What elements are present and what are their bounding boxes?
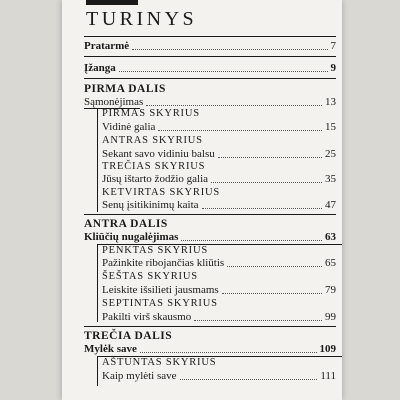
toc-section[interactable] [84, 343, 336, 355]
toc-chapter-page: 35 [325, 173, 336, 185]
dot-leader [180, 379, 318, 380]
dot-leader [140, 352, 317, 353]
toc-section-page: 109 [319, 343, 336, 355]
divider [84, 214, 336, 215]
toc-chapter[interactable] [102, 173, 336, 185]
dot-leader [132, 49, 327, 50]
dot-leader [218, 157, 322, 158]
chapter-heading: PENKTAS SKYRIUS [102, 245, 208, 256]
toc-section[interactable] [84, 96, 336, 108]
dot-leader [202, 208, 322, 209]
part-heading: PIRMA DALIS [84, 83, 166, 95]
toc-section-page: 13 [325, 96, 336, 108]
dot-leader [211, 182, 322, 183]
chapter-heading: PIRMAS SKYRIUS [102, 108, 200, 119]
toc-chapter[interactable] [102, 121, 336, 133]
toc-section-label: Sąmonėjimas [84, 96, 144, 108]
toc-entry-page: 9 [330, 62, 336, 74]
toc-chapter-page: 65 [325, 257, 336, 269]
toc-section-label: Kliūčių nugalėjimas [84, 231, 179, 243]
toc-chapter[interactable] [102, 370, 336, 382]
toc-chapter-page: 79 [325, 284, 336, 296]
dot-leader [194, 320, 322, 321]
divider [84, 326, 336, 327]
chapter-heading: AŠTUNTAS SKYRIUS [102, 357, 217, 368]
dot-leader [119, 71, 328, 72]
page-title: TURINYS [86, 8, 198, 30]
toc-chapter[interactable] [102, 148, 336, 160]
chapter-heading: ANTRAS SKYRIUS [102, 135, 203, 146]
dot-leader [181, 240, 322, 241]
toc-chapter-title: Jūsų ištarto žodžio galia [102, 173, 209, 185]
toc-section[interactable] [84, 231, 336, 243]
toc-section-page: 63 [325, 231, 336, 243]
dot-leader [158, 130, 322, 131]
toc-chapter-title: Kaip mylėti save [102, 370, 177, 382]
toc-chapter[interactable] [102, 257, 336, 269]
header-bar [86, 0, 138, 5]
toc-chapter-title: Leiskite išsilieti jausmams [102, 284, 219, 296]
dot-leader [146, 105, 322, 106]
toc-chapter-page: 99 [325, 311, 336, 323]
toc-chapter-title: Vidinė galia [102, 121, 156, 133]
dot-leader [227, 266, 322, 267]
divider [84, 78, 336, 79]
divider [84, 56, 336, 57]
dot-leader [222, 293, 322, 294]
title-rule [84, 36, 336, 37]
chapter-heading: SEPTINTAS SKYRIUS [102, 298, 218, 309]
toc-entry-izanga[interactable] [84, 62, 336, 74]
toc-chapter-title: Pažinkite ribojančias kliūtis [102, 257, 225, 269]
toc-chapter[interactable] [102, 199, 336, 211]
toc-entry-page: 7 [330, 40, 336, 52]
toc-chapter-title: Sekant savo vidiniu balsu [102, 148, 215, 160]
toc-section-label: Mylėk save [84, 343, 137, 355]
chapter-heading: TREČIAS SKYRIUS [102, 161, 206, 172]
toc-chapter[interactable] [102, 284, 336, 296]
toc-chapter[interactable] [102, 311, 336, 323]
toc-entry-label: Įžanga [84, 62, 116, 74]
toc-entry-pratarme[interactable] [84, 40, 336, 52]
part-heading: ANTRA DALIS [84, 218, 168, 230]
toc-chapter-title: Senų įsitikinimų kaita [102, 199, 199, 211]
book-page [62, 0, 342, 400]
toc-chapter-page: 15 [325, 121, 336, 133]
toc-entry-label: Pratarmė [84, 40, 130, 52]
toc-chapter-page: 47 [325, 199, 336, 211]
toc-chapter-page: 25 [325, 148, 336, 160]
part-heading: TREČIA DALIS [84, 330, 173, 342]
toc-chapter-title: Pakilti virš skausmo [102, 311, 192, 323]
chapter-heading: KETVIRTAS SKYRIUS [102, 187, 221, 198]
chapter-heading: ŠEŠTAS SKYRIUS [102, 271, 198, 282]
toc-chapter-page: 111 [320, 370, 336, 382]
